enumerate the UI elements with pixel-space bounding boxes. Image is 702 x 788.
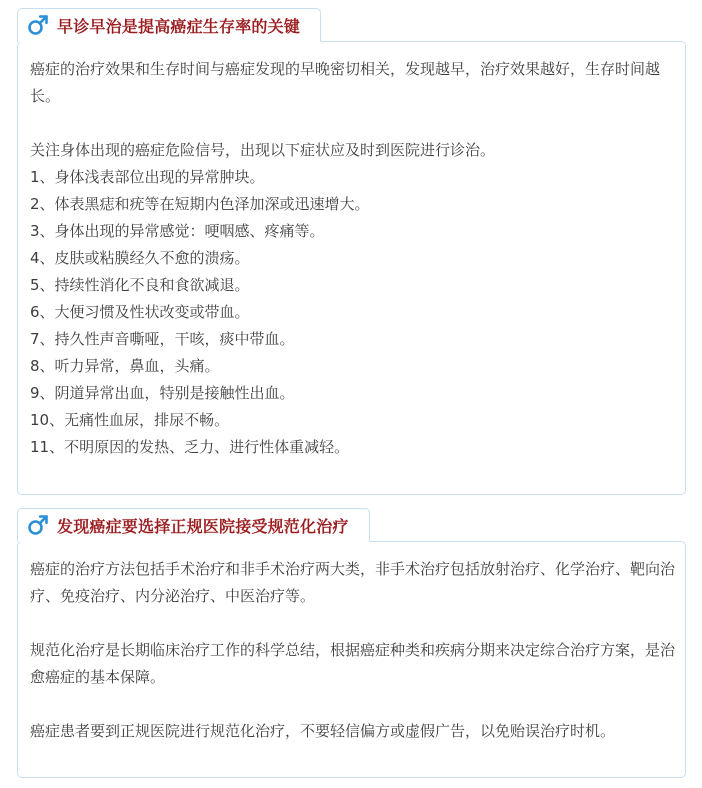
warning-signs-list: [30, 164, 677, 461]
section-2-paragraph: 癌症的治疗方法包括手术治疗和非手术治疗两大类，非手术治疗包括放射治疗、化学治疗、靶向治疗、免疫治疗、内分泌治疗、中医治疗等。: [30, 560, 676, 605]
section-1-body: [30, 56, 677, 461]
list-item: 2、体表黑痣和疣等在短期内色泽加深或迅速增大。: [30, 195, 370, 213]
section-2-body: [30, 556, 677, 745]
list-item: 3、身体出现的异常感觉：哽咽感、疼痛等。: [30, 222, 325, 240]
list-item: 6、大便习惯及性状改变或带血。: [30, 303, 250, 321]
section-2-tab: [17, 508, 370, 542]
list-item: 9、阴道异常出血，特别是接触性出血。: [30, 384, 295, 402]
list-item: 11、不明原因的发热、乏力、进行性体重减轻。: [30, 438, 350, 456]
section-2-paragraph: 规范化治疗是长期临床治疗工作的科学总结，根据癌症种类和疾病分期来决定综合治疗方案，是治愈癌症的基本保障。: [30, 641, 676, 686]
section-2-card: [17, 541, 686, 778]
section-2-title: 发现癌症要选择正规医院接受规范化治疗: [57, 516, 349, 536]
section-1-card: [17, 41, 686, 495]
section-1-intro: 癌症的治疗效果和生存时间与癌症发现的早晚密切相关，发现越早，治疗效果越好，生存时间越长。: [30, 60, 661, 105]
list-item: 5、持续性消化不良和食欲减退。: [30, 276, 250, 294]
section-2-paragraph: 癌症患者要到正规医院进行规范化治疗，不要轻信偏方或虚假广告，以免贻误治疗时机。: [30, 722, 616, 740]
male-symbol-icon: [27, 14, 49, 36]
section-1-lead: 关注身体出现的癌症危险信号，出现以下症状应及时到医院进行诊治。: [30, 141, 496, 159]
male-symbol-icon: [27, 514, 49, 536]
section-1-tab: [17, 8, 321, 42]
list-item: 7、持久性声音嘶哑，干咳，痰中带血。: [30, 330, 295, 348]
list-item: 4、皮肤或粘膜经久不愈的溃疡。: [30, 249, 250, 267]
list-item: 8、听力异常，鼻血，头痛。: [30, 357, 220, 375]
list-item: 1、身体浅表部位出现的异常肿块。: [30, 168, 265, 186]
list-item: 10、无痛性血尿，排尿不畅。: [30, 411, 230, 429]
section-1-title: 早诊早治是提高癌症生存率的关键: [57, 16, 301, 36]
